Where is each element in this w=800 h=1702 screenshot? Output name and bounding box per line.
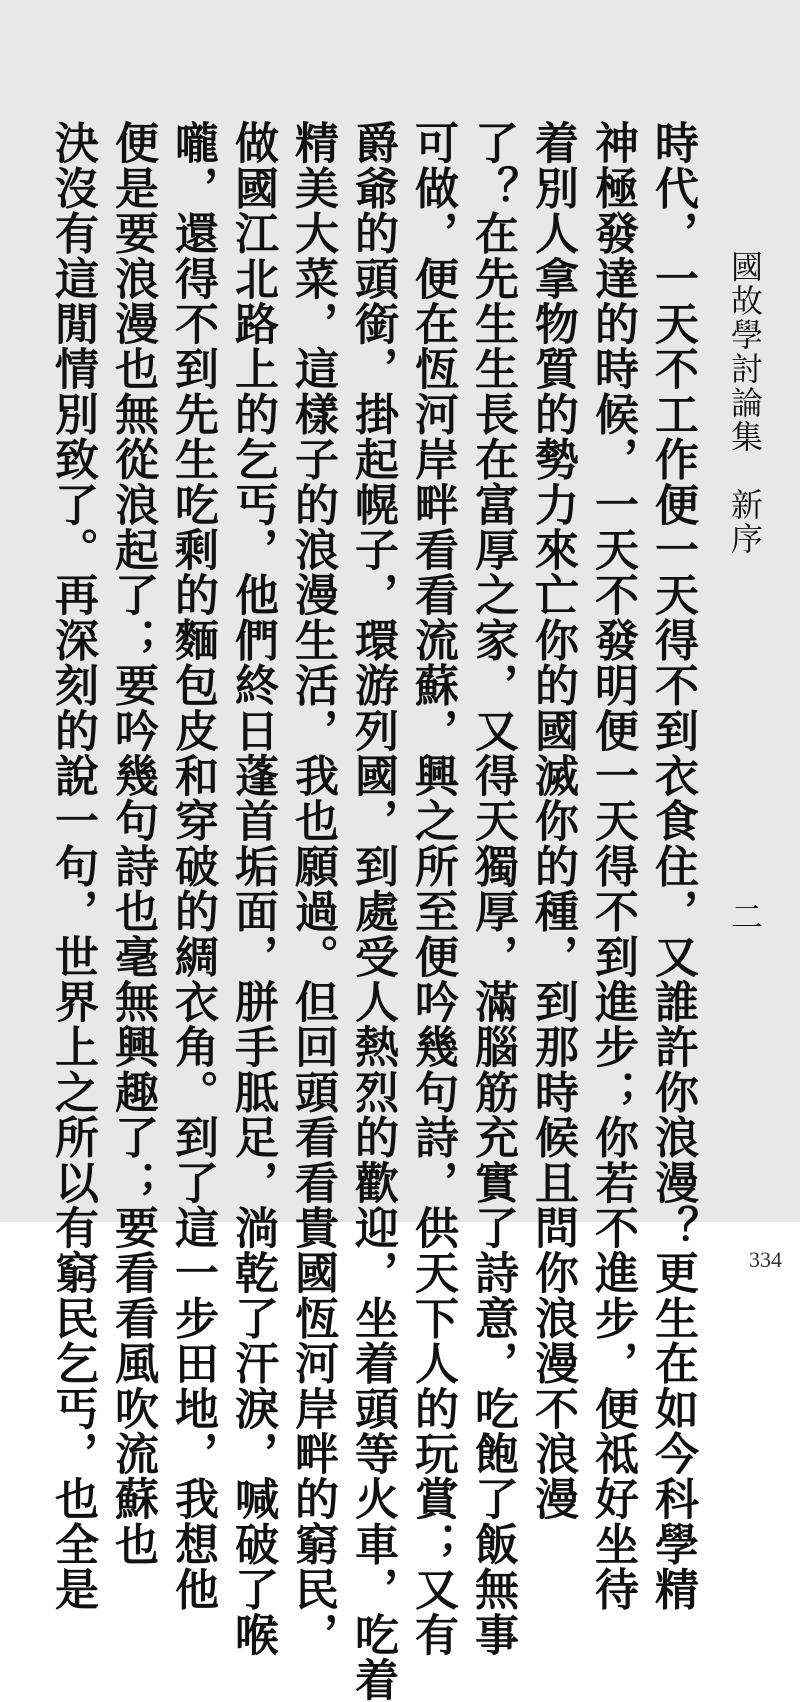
text-column-3: 着別人拿物質的勢力來亡你的國滅你的種，到那時候且問你浪漫不浪漫 bbox=[527, 120, 578, 1522]
text-column-4: 了？在先生生長在富厚之家，又得天獨厚，滿腦筋充實了詩意，吃飽了飯無事 bbox=[467, 120, 518, 1657]
text-column-8: 做國江北路上的乞丐，他們終日蓬首垢面，胼手胝足，淌乾了汗淚，喊破了喉 bbox=[227, 120, 278, 1657]
text-column-5: 可做，便在恆河岸畔看看流蘇，興之所至便吟幾句詩，供天下人的玩賞；又有 bbox=[407, 120, 458, 1657]
text-column-6: 爵爺的頭銜，掛起幌子，環游列國，到處受人熱烈的歡迎，坐着頭等火車，吃着 bbox=[347, 120, 398, 1702]
running-head: 國故學討論集 新序 bbox=[726, 250, 764, 556]
page-mark: 二 bbox=[726, 900, 764, 932]
pdf-page-number: 334 bbox=[749, 1247, 782, 1272]
text-column-9: 嚨，還得不到先生吃剩的麵包皮和穿破的綢衣角。到了這一步田地，我想他 bbox=[167, 120, 218, 1612]
text-column-2: 神極發達的時候，一天不發明便一天得不到進步；你若不進步，便祗好坐待 bbox=[587, 120, 638, 1612]
text-column-10: 便是要浪漫也無從浪起了；要吟幾句詩也毫無興趣了；要看看風吹流蘇也 bbox=[107, 120, 158, 1567]
text-column-7: 精美大菜，這樣子的浪漫生活，我也願過。但回頭看看貴國恆河岸畔的窮民， bbox=[287, 120, 338, 1657]
text-column-1: 時代，一天不工作便一天得不到衣食住，又誰許你浪漫？更生在如今科學精 bbox=[647, 120, 698, 1612]
text-column-11: 決沒有這閒情別致了。再深刻的說一句，世界上之所以有窮民乞丐，也全是 bbox=[47, 120, 98, 1612]
